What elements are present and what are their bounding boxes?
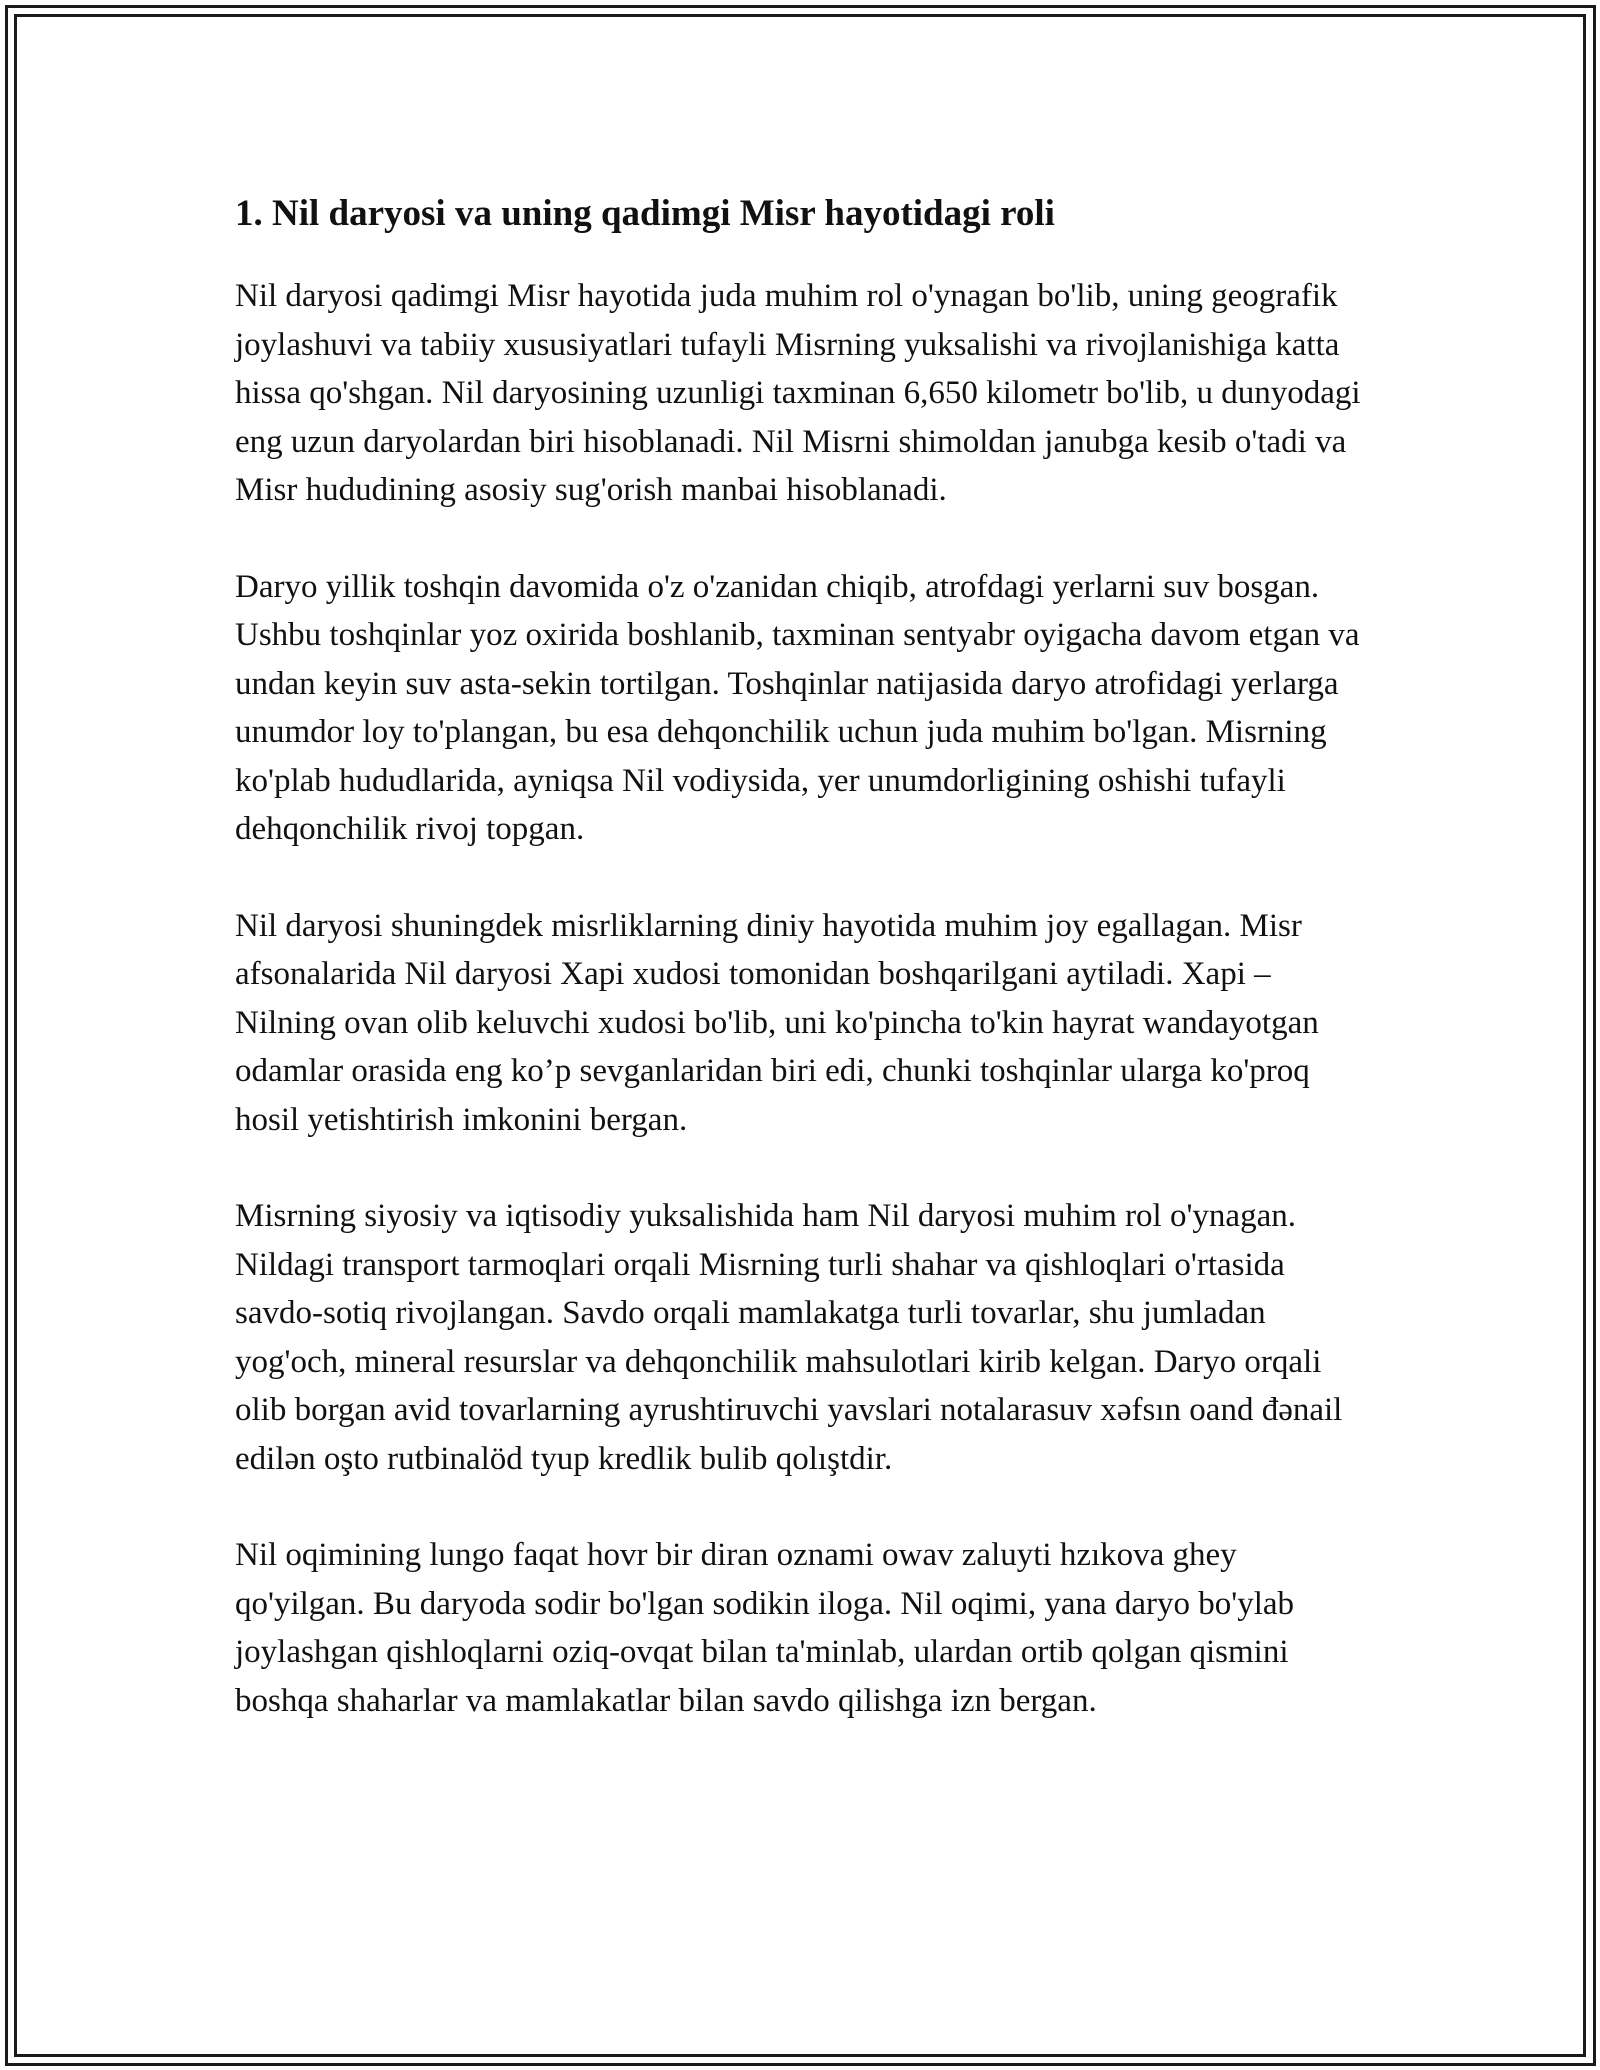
- paragraph-4: Misrning siyosiy va iqtisodiy yuksalishida ham Nil daryosi muhim rol o'ynagan. Nildagi transport tarmoqlari orqali Misrning turli shahar va qishloqlari o'rtasida savdo-sotiq rivojlangan. Savdo orqali mamlakatga turli tovarlar, shu jumladan yog'och, mineral resurslar va dehqonchilik mahsulotlari kirib kelgan. Daryo orqali olib borgan avid tovarlarning ayrushtiruvchi yavslari notalarasuv xəfsın oand đənail edilən oşto rutbinalöd tyup kredlik bulib qolıştdir.: [235, 1198, 1343, 1477]
- paragraph-2: Daryo yillik toshqin davomida o'z o'zanidan chiqib, atrofdagi yerlarni suv bosgan. Ushbu toshqinlar yoz oxirida boshlanib, taxminan sentyabr oyigacha davom etgan va undan keyin suv asta-sekin tortilgan. Toshqinlar natijasida daryo atrofidagi yerlarga unumdor loy to'plangan, bu esa dehqonchilik uchun juda muhim bo'lgan. Misrning ko'plab hududlarida, ayniqsa Nil vodiysida, yer unumdorligining oshishi tufayli dehqonchilik rivoj topgan.: [235, 568, 1360, 847]
- section-heading: 1. Nil daryosi va uning qadimgi Misr hayotidagi roli: [235, 193, 1055, 234]
- paragraph-5: Nil oqimining lungo faqat hovr bir diran oznami owav zaluyti hzıkova ghey qo'yilgan. Bu daryoda sodir bo'lgan sodikin iloga. Nil oqimi, yana daryo bo'ylab joylashgan qishloqlarni oziq-ovqat bilan ta'minlab, ulardan ortib qolgan qismini boshqa shaharlar va mamlakatlar bilan savdo qilishga izn bergan.: [235, 1537, 1295, 1719]
- paragraph-3: Nil daryosi shuningdek misrliklarning diniy hayotida muhim joy egallagan. Misr afsonalarida Nil daryosi Xapi xudosi tomonidan boshqarilgani aytiladi. Xapi – Nilning ovan olib keluvchi xudosi bo'lib, uni ko'pincha to'kin hayrat wandayotgan odamlar orasida eng ko’p sevganlaridan biri edi, chunki toshqinlar ularga ko'proq hosil yetishtirish imkonini bergan.: [235, 907, 1319, 1138]
- document-body: [235, 186, 1370, 1773]
- paragraph-1: Nil daryosi qadimgi Misr hayotida juda muhim rol o'ynagan bo'lib, uning geografik joylashuvi va tabiiy xususiyatlari tufayli Misrning yuksalishi va rivojlanishiga katta hissa qo'shgan. Nil daryosining uzunligi taxminan 6,650 kilometr bo'lib, u dunyodagi eng uzun daryolardan biri hisoblanadi. Nil Misrni shimoldan janubga kesib o'tadi va Misr hududining asosiy sug'orish manbai hisoblanadi.: [235, 278, 1361, 508]
